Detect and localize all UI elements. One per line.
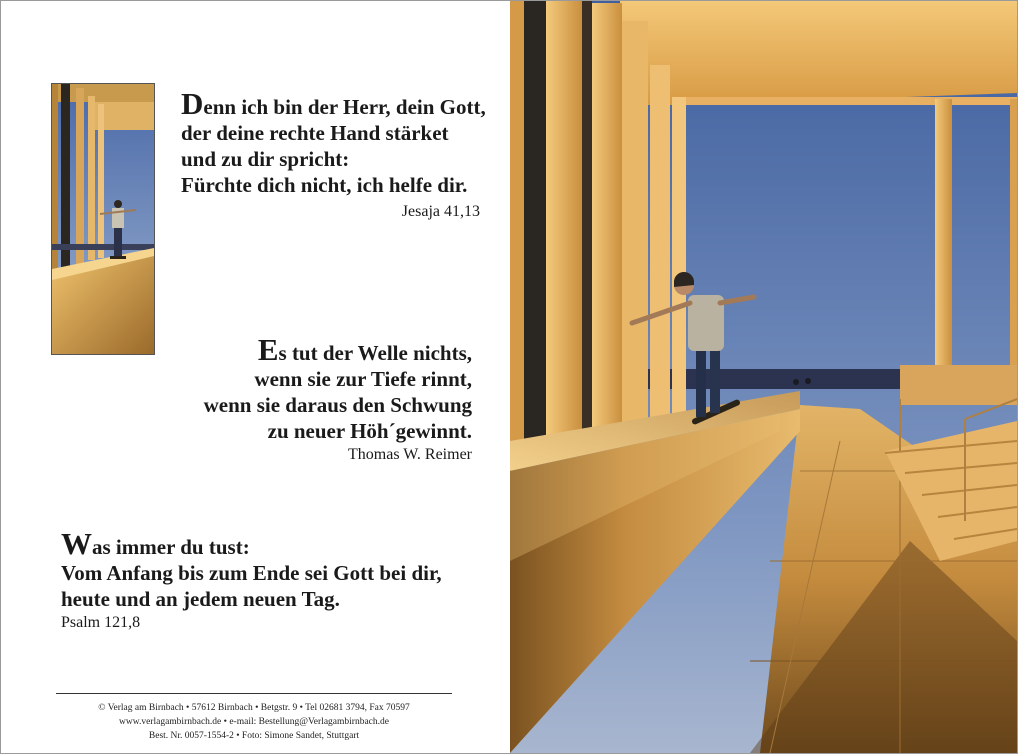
- verse-line: zu neuer Höh´gewinnt.: [267, 419, 472, 443]
- verse-first-line: Denn ich bin der Herr, dein Gott,: [181, 86, 486, 121]
- publisher-imprint: [56, 701, 452, 743]
- verse-line: wenn sie zur Tiefe rinnt,: [254, 367, 472, 391]
- verse-author: Thomas W. Reimer: [348, 446, 472, 463]
- imprint-order-number: Best. Nr. 0057-1554-2 • Foto: Simone Sandet, Stuttgart: [148, 731, 360, 741]
- verse-reference: Jesaja 41,13: [401, 203, 480, 220]
- verse-reimer: [203, 332, 472, 444]
- verse-line: heute und an jedem neuen Tag.: [61, 587, 340, 611]
- verse-first-line: Es tut der Welle nichts,: [257, 332, 472, 367]
- verse-isaiah: [181, 86, 486, 198]
- drop-cap: E: [257, 332, 279, 367]
- imprint-address: © Verlag am Birnbach • 57612 Birnbach • Betgstr. 9 • Tel 02681 3794, Fax 70597: [98, 703, 410, 713]
- verse-line: und zu dir spricht:: [181, 147, 350, 171]
- verse-reference: Psalm 121,8: [61, 614, 141, 631]
- text-panel: [1, 1, 510, 753]
- verse-first-line: Was immer du tust:: [61, 526, 250, 561]
- thumbnail-photo: [51, 83, 155, 355]
- drop-cap: W: [61, 526, 92, 561]
- drop-cap: D: [181, 86, 204, 121]
- main-photo: [510, 1, 1017, 753]
- verse-line: der deine rechte Hand stärket: [181, 121, 449, 145]
- imprint-contact: www.verlagambirnbach.de • e-mail: Bestellung@Verlagambirnbach.de: [119, 717, 389, 727]
- divider: [56, 693, 452, 694]
- verse-line: wenn sie daraus den Schwung: [203, 393, 472, 417]
- verse-line: Vom Anfang bis zum Ende sei Gott bei dir,: [61, 561, 442, 585]
- verse-psalm: [61, 526, 442, 612]
- verse-line: Fürchte dich nicht, ich helfe dir.: [181, 173, 468, 197]
